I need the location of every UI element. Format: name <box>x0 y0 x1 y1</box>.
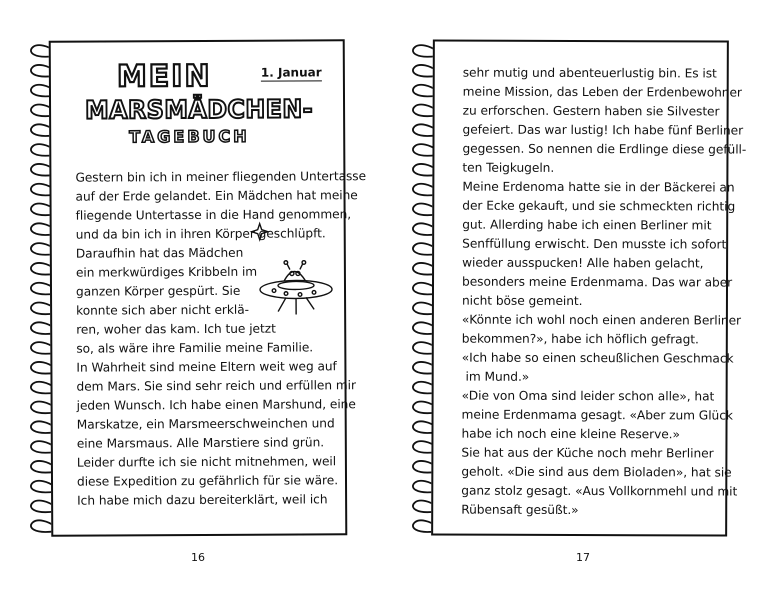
text-line: sehr mutig und abenteuerlustig bin. Es ist <box>462 65 717 81</box>
text-line: bekommen?», habe ich höflich gefragt. <box>461 331 699 347</box>
text-line: Meine Erdenoma hatte sie in der Bäckerei an <box>462 179 735 195</box>
text-line: diese Expedition zu gefährlich für sie wäre. <box>76 473 339 489</box>
text-line: Rübensaft gesüßt.» <box>461 502 579 517</box>
text-line: ren, woher das kam. Ich tue jetzt <box>76 321 276 337</box>
text-line: der Ecke gekauft, und sie schmeckten richtig <box>462 198 736 214</box>
title-word-1: MEIN <box>116 58 212 95</box>
left-notebook-page <box>49 39 367 537</box>
text-line: habe ich noch eine kleine Reserve.» <box>461 426 680 442</box>
right-notebook-page <box>431 39 747 536</box>
text-line: und da bin ich in ihren Körper geschlüpft. <box>75 226 326 242</box>
text-line: besonders meine Erdenmama. Das war aber <box>461 274 733 290</box>
text-line: nicht böse gemeint. <box>461 293 583 309</box>
text-line: meine Erdenmama gesagt. «Aber zum Glück <box>461 407 733 423</box>
text-line: eine Marsmaus. Alle Marstiere sind grün. <box>76 435 325 451</box>
text-line: Ich habe mich dazu bereiterklärt, weil ich <box>77 492 328 508</box>
text-line: Marskatze, ein Marsmeerschweinchen und <box>76 416 335 432</box>
text-line: «Die von Oma sind leider schon alle», hat <box>461 388 715 404</box>
text-line: ein merkwürdiges Kribbeln im <box>75 264 258 280</box>
text-line: Gestern bin ich in meiner fliegenden Untertasse <box>75 169 367 185</box>
page-number-left: 16 <box>191 551 205 564</box>
text-line: konnte sich aber nicht erklä- <box>76 302 250 318</box>
text-line: geholt. «Die sind aus dem Bioladen», hat sie <box>461 464 732 480</box>
text-line: In Wahrheit sind meine Eltern weit weg auf <box>76 359 337 375</box>
text-line: im Mund.» <box>461 369 530 384</box>
text-line: meine Mission, das Leben der Erdenbewohner <box>462 84 742 100</box>
diary-entry-text-left <box>75 167 367 511</box>
text-line: ganzen Körper gespürt. Sie <box>75 283 241 299</box>
text-line: ten Teigkugeln. <box>462 160 555 175</box>
diary-title-lettering <box>84 49 326 150</box>
text-line: Leider durfte ich sie nicht mitnehmen, weil <box>76 454 337 470</box>
text-line: fliegende Untertasse in die Hand genommen, <box>75 207 352 223</box>
text-line: Sie hat aus der Küche noch mehr Berliner <box>461 445 714 461</box>
title-word-3: TAGEBUCH <box>129 126 250 147</box>
text-line: so, als wäre ihre Familie meine Familie. <box>76 340 314 356</box>
text-line: wieder ausspucken! Alle haben gelacht, <box>462 255 704 271</box>
page-number-right: 17 <box>576 551 590 564</box>
text-line: gegessen. So nennen die Erdlinge diese gefüll- <box>462 141 747 157</box>
text-line: «Könnte ich wohl noch einen anderen Berliner <box>461 312 742 328</box>
diary-entry-text-right <box>461 64 746 521</box>
text-line: dem Mars. Sie sind sehr reich und erfüllen mir <box>76 378 357 394</box>
entry-date: 1. Januar <box>260 65 322 80</box>
text-line: Daraufhin hat das Mädchen <box>75 245 244 261</box>
text-line: zu erforschen. Gestern haben sie Silvester <box>462 103 720 119</box>
text-line: gefeiert. Das war lustig! Ich habe fünf Berliner <box>462 122 744 138</box>
text-line: auf der Erde gelandet. Ein Mädchen hat meine <box>75 188 358 204</box>
text-line: «Ich habe so einen scheußlichen Geschmack <box>461 350 734 366</box>
text-line: ganz stolz gesagt. «Aus Vollkornmehl und mit <box>461 483 738 499</box>
text-line: Senffüllung erwischt. Den musste ich sofort <box>462 236 727 252</box>
text-line: gut. Allerding habe ich einen Berliner mit <box>462 217 712 233</box>
title-word-2: MARSMÄDCHEN- <box>84 94 326 125</box>
text-line: jeden Wunsch. Ich habe einen Marshund, eine <box>76 397 356 413</box>
